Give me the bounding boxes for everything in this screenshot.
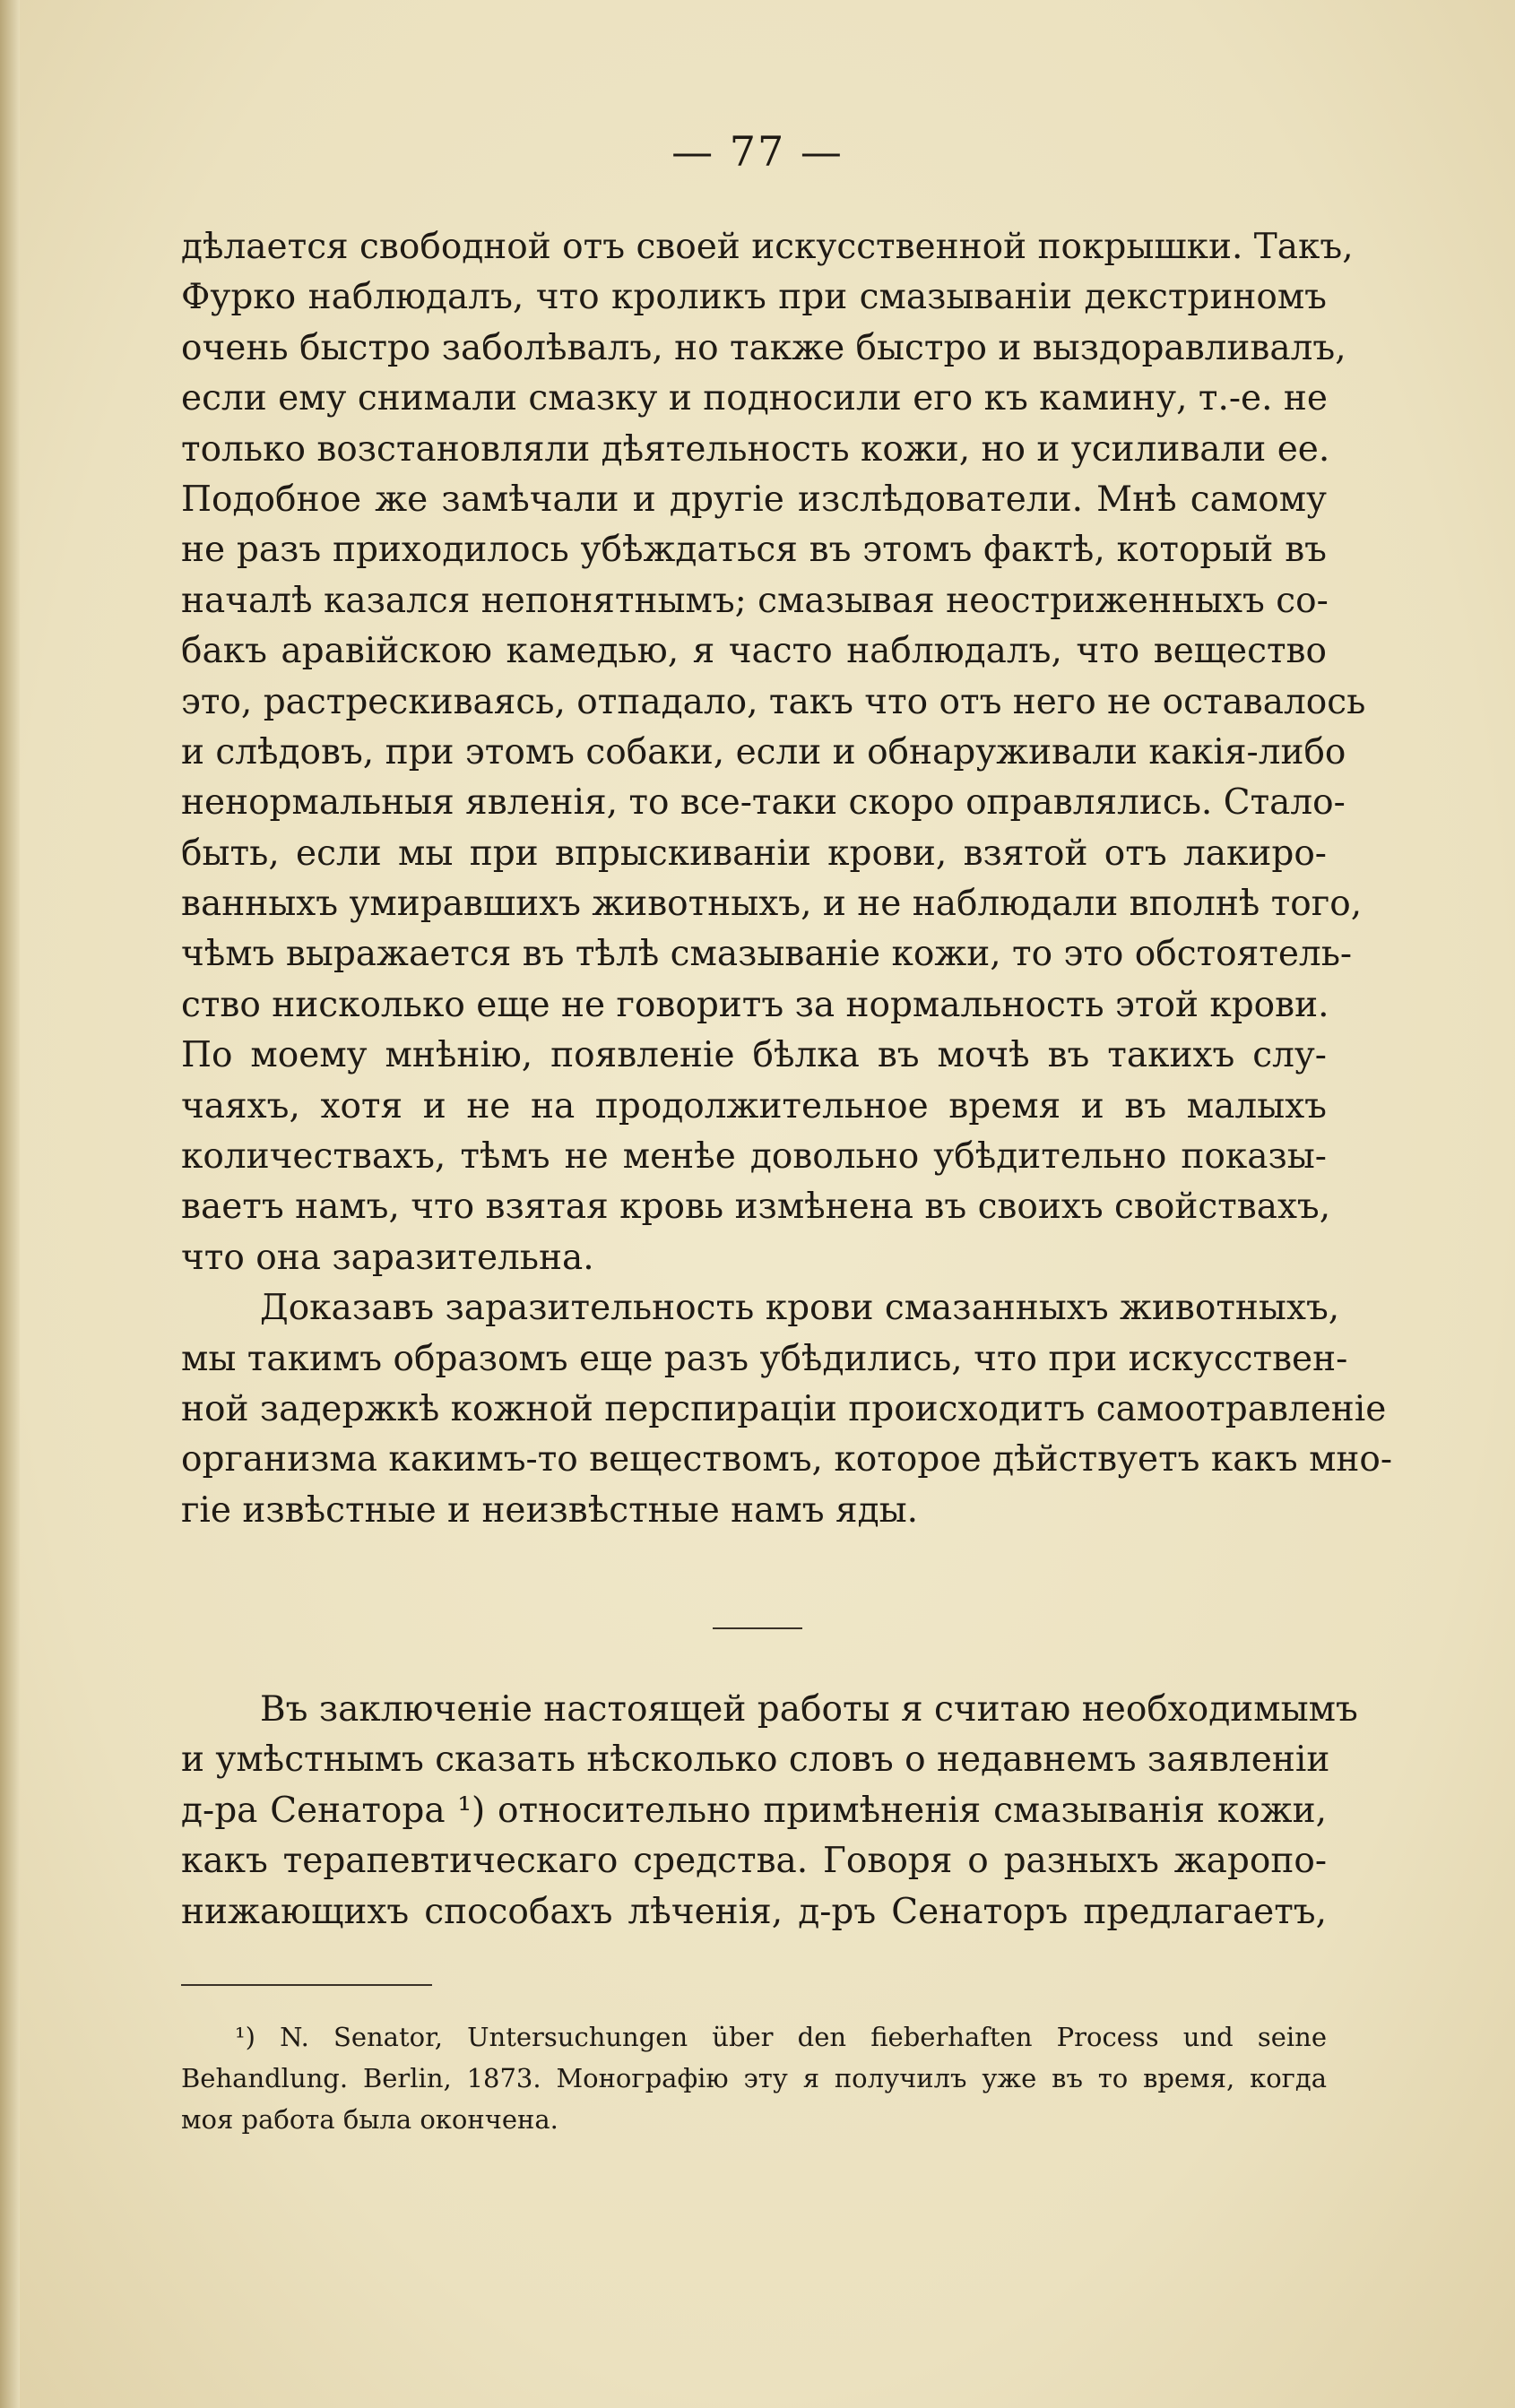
text-line: какъ терапевтическаго средства. Говоря о разныхъ жаропо- [181,1841,1327,1882]
text-line: не разъ приходилось убѣждаться въ этомъ фактѣ, который въ [181,530,1327,571]
footnote-line: Behandlung. Berlin, 1873. Монографію эту я получилъ уже въ то время, когда [181,2063,1327,2093]
text-line: ство нисколько еще не говоритъ за нормальность этой крови. [181,984,1329,1025]
text-line: Доказавъ заразительность крови смазанныхъ животныхъ, [260,1288,1340,1329]
footnote [181,2016,1327,2140]
page-number: — 77 — [671,127,844,176]
text-line: Подобное же замѣчали и другіе изслѣдователи. Мнѣ самому [181,479,1327,520]
text-line: бакъ аравійскою камедью, я часто наблюдалъ, что вещество [181,631,1327,672]
text-line: ванныхъ умиравшихъ животныхъ, и не наблюдали вполнѣ того, [181,884,1363,925]
text-line: организма какимъ-то веществомъ, которое дѣйствуетъ какъ мно- [181,1439,1393,1480]
text-line: быть, если мы при впрыскиваніи крови, взятой отъ лакиро- [181,833,1327,874]
text-line: мы такимъ образомъ еще разъ убѣдились, что при искусствен- [181,1338,1348,1379]
text-line: количествахъ, тѣмъ не менѣе довольно убѣдительно показы- [181,1136,1327,1178]
text-line: очень быстро заболѣвалъ, но также быстро и выздоравливалъ, [181,327,1346,368]
text-line: нижающихъ способахъ лѣченія, д-ръ Сенаторъ предлагаетъ, [181,1891,1327,1932]
section-divider [713,1627,802,1629]
text-line: Фурко наблюдалъ, что кроликъ при смазываніи декстриномъ [181,277,1327,318]
text-line: гіе извѣстные и неизвѣстные намъ яды. [181,1489,919,1531]
main-text [181,222,1393,1536]
paragraph-1 [181,222,1366,1283]
text-line: ваетъ намъ, что взятая кровь измѣнена въ своихъ свойствахъ, [181,1187,1331,1228]
text-line: ной задержкѣ кожной перспираціи происходитъ самоотравленіе [181,1388,1387,1429]
paragraph-2 [181,1283,1393,1536]
text-line: чаяхъ, хотя и не на продолжительное время и въ малыхъ [181,1085,1327,1126]
text-line: д-ра Сенатора ¹) относительно примѣненія смазыванія кожи, [181,1790,1327,1831]
footnote-rule [181,1984,432,1986]
page-binding-edge [0,0,20,2408]
text-line: ненормальныя явленія, то все-таки скоро оправлялись. Стало- [181,782,1346,824]
text-line: дѣлается свободной отъ своей искусственной покрышки. Такъ, [181,227,1354,267]
closing-section [181,1685,1358,1938]
text-line: что она заразительна. [181,1237,594,1278]
text-line: если ему снимали смазку и подносили его къ камину, т.-е. не [181,378,1328,419]
text-line: только возстановляли дѣятельность кожи, но и усиливали ее. [181,428,1330,470]
text-line: началѣ казался непонятнымъ; смазывая неостриженныхъ со- [181,580,1329,621]
footnote-line: моя работа была окончена. [181,2104,558,2135]
footnote-line: ¹) N. Senator, Untersuchungen über den fieberhaften Process und seine [235,2022,1327,2052]
text-line: это, растрескиваясь, отпадало, такъ что отъ него не оставалось [181,681,1366,722]
text-line: По моему мнѣнію, появленіе бѣлка въ мочѣ въ такихъ слу- [181,1035,1327,1076]
text-line: и слѣдовъ, при этомъ собаки, если и обнаруживали какія-либо [181,731,1346,772]
text-line: Въ заключеніе настоящей работы я считаю необходимымъ [260,1689,1358,1730]
text-line: и умѣстнымъ сказать нѣсколько словъ о недавнемъ заявленіи [181,1739,1330,1781]
text-line: чѣмъ выражается въ тѣлѣ смазываніе кожи, то это обстоятель- [181,934,1353,975]
